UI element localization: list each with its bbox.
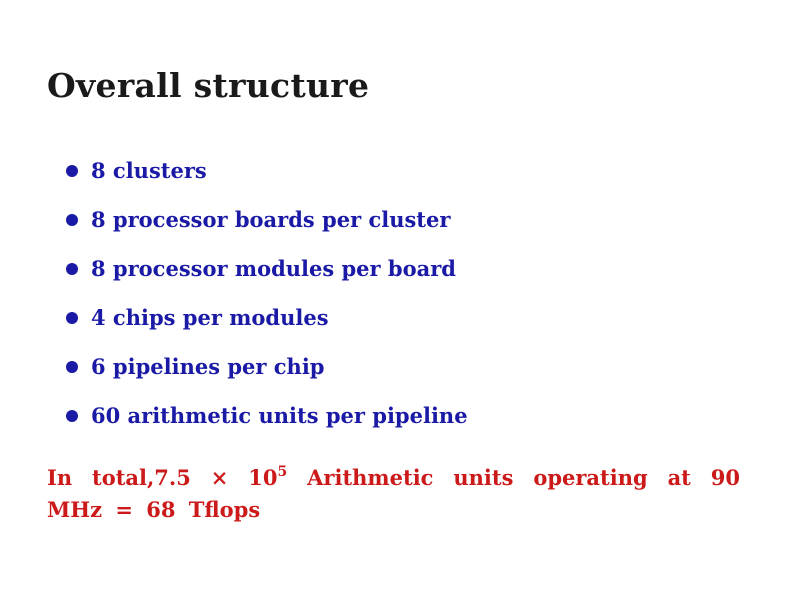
- bullet-text: 8 processor modules per board: [91, 256, 456, 281]
- bullet-text: 8 processor boards per cluster: [91, 207, 451, 232]
- bullet-dot-icon: [66, 165, 78, 177]
- summary-text: [47, 462, 740, 526]
- bullet-text: 6 pipelines per chip: [91, 354, 325, 379]
- list-item: [66, 391, 468, 440]
- bullet-dot-icon: [66, 312, 78, 324]
- list-item: [66, 146, 468, 195]
- slide-title: Overall structure: [47, 66, 370, 105]
- bullet-text: 4 chips per modules: [91, 305, 329, 330]
- bullet-list: [66, 146, 468, 440]
- summary-after: Arithmetic units operating at 90 MHz = 68 Tflops: [47, 465, 741, 522]
- list-item: [66, 293, 468, 342]
- bullet-text: 60 arithmetic units per pipeline: [91, 403, 468, 428]
- summary-exponent: 5: [277, 464, 288, 480]
- list-item: [66, 342, 468, 391]
- bullet-dot-icon: [66, 361, 78, 373]
- bullet-dot-icon: [66, 214, 78, 226]
- list-item: [66, 195, 468, 244]
- summary-before: In total,7.5 × 10: [47, 465, 278, 490]
- bullet-text: 8 clusters: [91, 158, 207, 183]
- bullet-dot-icon: [66, 263, 78, 275]
- list-item: [66, 244, 468, 293]
- bullet-dot-icon: [66, 410, 78, 422]
